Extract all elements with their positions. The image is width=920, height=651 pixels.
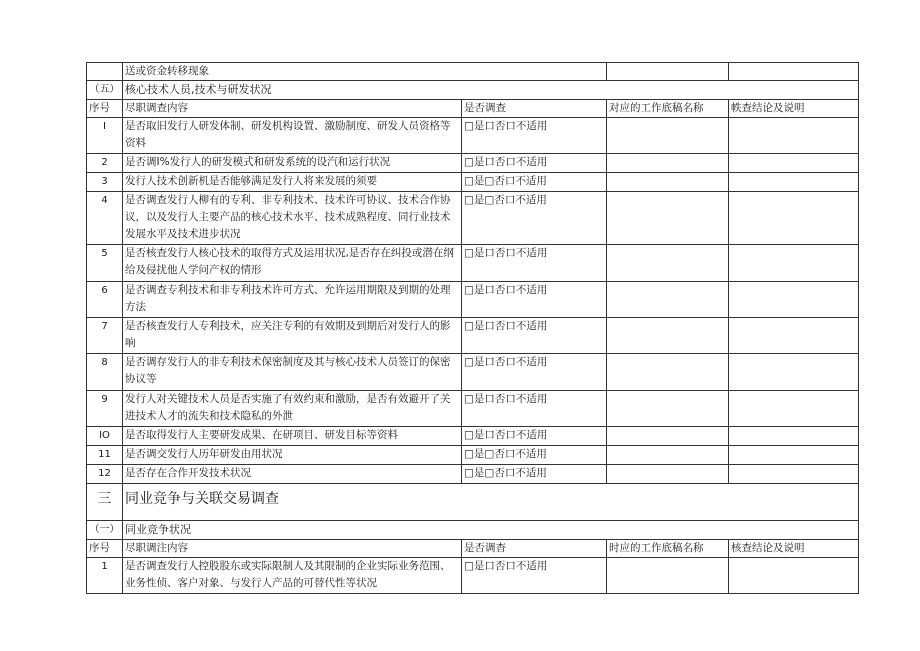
header-check: 是否调查 [462, 100, 607, 118]
content-cell: 是否存在合作开发技术状况 [123, 465, 462, 484]
column-header-row [87, 540, 859, 558]
workpaper-cell [607, 558, 729, 594]
content-cell: 是否核查发行人核心技术的取得方式及运用状况,是否存在纠投或潜在纲给及侵扰他人学问产权的情形 [123, 245, 462, 282]
header-workpaper: 时应的工作底稿名称 [607, 540, 729, 558]
checklist-table [86, 62, 859, 594]
row-number: 11 [87, 446, 123, 465]
conclusion-cell [729, 318, 859, 354]
workpaper-cell [607, 354, 729, 391]
workpaper-cell [607, 446, 729, 465]
header-content: 尽职调查内容 [123, 100, 462, 118]
section-label: （五） [87, 81, 123, 100]
table-row [87, 558, 859, 594]
investigation-check: □是□否口不适用 [462, 465, 607, 484]
conclusion-cell [729, 558, 859, 594]
conclusion-cell [729, 154, 859, 173]
row-number: 2 [87, 154, 123, 173]
investigation-check: □是□否口不适用 [462, 173, 607, 192]
investigation-check: □是口否口不适用 [462, 245, 607, 282]
table-row [87, 118, 859, 154]
investigation-check: □是口否口不适用 [462, 354, 607, 391]
conclusion-cell [729, 354, 859, 391]
section-header-row [87, 521, 859, 540]
header-workpaper: 对应的工作底稿名称 [607, 100, 729, 118]
investigation-check: □是口否口不适用 [462, 558, 607, 594]
investigation-check: □是□否口不适用 [462, 192, 607, 245]
content-cell: 是否调查专利技术和非专利技术许可方式、允许运用期限及到期的处理方法 [123, 282, 462, 318]
conclusion-cell [729, 282, 859, 318]
table-row [87, 173, 859, 192]
workpaper-cell [607, 391, 729, 427]
section-label: （一） [87, 521, 123, 540]
conclusion-cell [729, 391, 859, 427]
due-diligence-sheet [86, 62, 858, 594]
workpaper-cell [607, 318, 729, 354]
header-content: 尽职调注内容 [123, 540, 462, 558]
content-cell: 是否调存发行人的非专利技术保密制度及其与核心技术人员签订的保密协议等 [123, 354, 462, 391]
part-heading-row [87, 484, 859, 521]
section-header-row [87, 81, 859, 100]
header-conclusion: 核查结论及说明 [729, 540, 859, 558]
workpaper-cell [607, 427, 729, 446]
investigation-check: □是口否口不适用 [462, 427, 607, 446]
content-cell: 是否调交发行人历年研发由用状况 [123, 446, 462, 465]
row-number: 6 [87, 282, 123, 318]
content-cell: 是否取旧发行人研发体制、研发机构设置、激励制度、研发人员资格等资料 [123, 118, 462, 154]
section-title: 同业竞争状况 [123, 521, 859, 540]
header-num: 序号 [87, 540, 123, 558]
row-number: 3 [87, 173, 123, 192]
conclusion-cell [729, 118, 859, 154]
table-row [87, 318, 859, 354]
table-row [87, 63, 859, 81]
conclusion-cell [729, 192, 859, 245]
workpaper-cell [607, 282, 729, 318]
table-row [87, 154, 859, 173]
row-number: 9 [87, 391, 123, 427]
workpaper-cell [607, 245, 729, 282]
row-number: 12 [87, 465, 123, 484]
column-header-row [87, 100, 859, 118]
workpaper-cell [607, 465, 729, 484]
content-cell: 是否调查发行人柳有的专利、非专利技术、技术许可协议、技术合作协议，以及发行人主要产品的核心技术水平、技术成熟程度、同行业技术发展水平及技术进步状况 [123, 192, 462, 245]
table-row [87, 192, 859, 245]
header-check: 是否调杳 [462, 540, 607, 558]
investigation-check: □是口否口不适用 [462, 282, 607, 318]
investigation-check: □是口否口不适用 [462, 318, 607, 354]
content-cell: 是否调查发行人控股股东或实际限制人及其限制的企业实际业务范围、业务性侦、客户对象、与发行人产品的可替代性等状况 [123, 558, 462, 594]
part-label: 三 [87, 484, 123, 521]
conclusion-cell [729, 446, 859, 465]
table-row [87, 465, 859, 484]
investigation-check: □是口否口不适用 [462, 118, 607, 154]
workpaper-cell [607, 154, 729, 173]
investigation-check: □是口否口不适用 [462, 154, 607, 173]
content-cell: 送或资金转移现象 [123, 63, 607, 81]
row-number: 5 [87, 245, 123, 282]
table-row [87, 282, 859, 318]
conclusion-cell [729, 245, 859, 282]
conclusion-cell [729, 427, 859, 446]
table-row [87, 245, 859, 282]
investigation-check: □是口否口不适用 [462, 391, 607, 427]
conclusion-cell [729, 465, 859, 484]
row-number: 8 [87, 354, 123, 391]
row-number: 1 [87, 558, 123, 594]
content-cell: 发行人对关键技术人员是否实施了有效约束和激励，是否有效避开了关进技术人才的流失和技术隐私的外泄 [123, 391, 462, 427]
row-number: 4 [87, 192, 123, 245]
content-cell: 发行人技术创新机是否能够满足发行人将来发展的须要 [123, 173, 462, 192]
table-row [87, 391, 859, 427]
workpaper-cell [607, 173, 729, 192]
row-number: IO [87, 427, 123, 446]
part-title: 同业竞争与关联交易调查 [123, 484, 859, 521]
section-title: 核心技术人员,技术与研发状况 [123, 81, 859, 100]
header-conclusion: 帙查结论及说明 [729, 100, 859, 118]
conclusion-cell [729, 173, 859, 192]
row-number: 7 [87, 318, 123, 354]
investigation-check: □是□否口不适用 [462, 446, 607, 465]
content-cell: 是否调I%发行人的研发模式和研发系统的设汽和运行状况 [123, 154, 462, 173]
content-cell: 是否核查发行人专利技术，应关注专利的有效期及到期后对发行人的影响 [123, 318, 462, 354]
table-row [87, 427, 859, 446]
table-row [87, 446, 859, 465]
workpaper-cell [607, 192, 729, 245]
row-number: I [87, 118, 123, 154]
table-row [87, 354, 859, 391]
workpaper-cell [607, 118, 729, 154]
content-cell: 是否取得发行人主要研发成果、在研项目、研发目标等资料 [123, 427, 462, 446]
header-num: 序号 [87, 100, 123, 118]
